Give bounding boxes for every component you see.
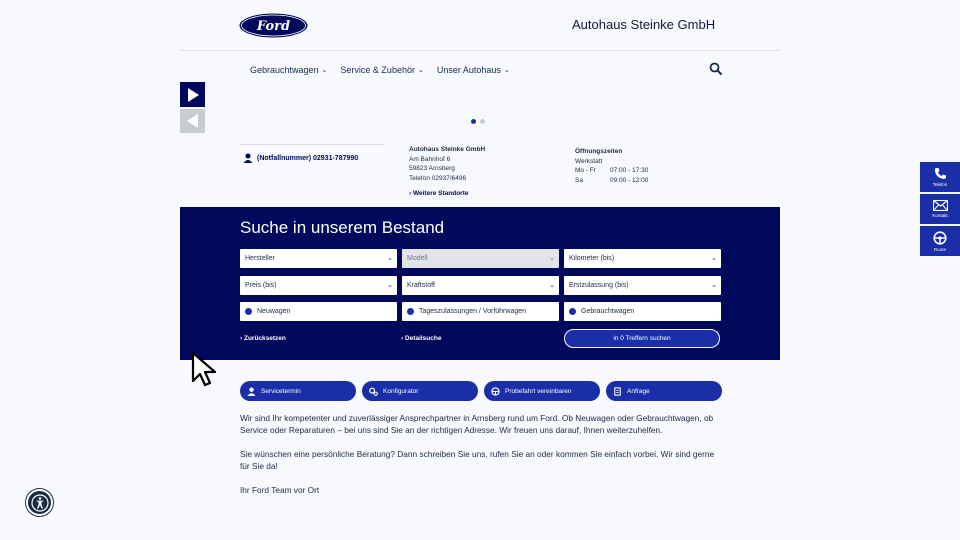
chevron-down-icon: ⌄ — [503, 67, 510, 74]
select-modell[interactable] — [402, 249, 559, 268]
steering-wheel-icon — [933, 231, 947, 245]
nav-item-autohaus[interactable] — [437, 65, 510, 75]
nav-item-label: Gebrauchtwagen — [250, 65, 319, 75]
person-icon — [243, 153, 253, 163]
sidebar-item-route[interactable] — [920, 226, 960, 256]
hours-department: Werkstatt — [575, 157, 603, 165]
anfrage-button[interactable] — [606, 381, 722, 401]
accessibility-icon — [31, 494, 49, 512]
address-name: Autohaus Steinke GmbH — [409, 146, 486, 153]
chevron-down-icon: ⌄ — [321, 67, 328, 74]
intro-text — [240, 412, 720, 508]
hours-time: 07:00 - 17:30 — [610, 167, 649, 174]
radio-label: Neuwagen — [257, 308, 291, 315]
steering-wheel-icon — [491, 387, 500, 396]
select-hersteller[interactable] — [240, 249, 397, 268]
sidebar-item-label: Kontakt — [932, 213, 948, 218]
back-icon — [187, 114, 199, 128]
chevron-right-icon: › — [240, 335, 243, 342]
probefahrt-button[interactable] — [484, 381, 600, 401]
address-street: Am Bahnhof 6 — [409, 155, 451, 163]
person-icon — [247, 387, 256, 396]
emergency-contact[interactable] — [243, 153, 358, 163]
select-erstzulassung[interactable] — [564, 276, 721, 295]
radio-label: Tageszulassungen / Vorführwagen — [419, 308, 527, 315]
radio-label: Gebrauchtwagen — [581, 308, 635, 315]
search-title: Suche in unserem Bestand — [240, 218, 445, 237]
select-label: Hersteller — [245, 255, 275, 262]
address-city: 59823 Arnsberg — [409, 165, 455, 172]
slider-next-button[interactable] — [180, 82, 205, 107]
chevron-down-icon: ⌄ — [549, 282, 555, 289]
emergency-number: (Notfallnummer) 02931-787990 — [257, 154, 359, 162]
radio-gebrauchtwagen[interactable] — [564, 302, 721, 321]
chevron-down-icon: ⌄ — [711, 255, 717, 262]
hours-days: Mo - Fr — [575, 167, 596, 174]
phone-icon — [934, 167, 947, 180]
more-locations-label: Weitere Standorte — [412, 190, 469, 197]
play-icon — [187, 88, 199, 102]
nav-item-label: Unser Autohaus — [436, 65, 501, 75]
sidebar-item-label: Telefon — [932, 182, 948, 187]
nav-item-gebrauchtwagen[interactable] — [250, 65, 327, 75]
konfigurator-button[interactable] — [362, 381, 478, 401]
intro-paragraph: Sie wünschen eine persönliche Beratung? Dann schreiben Sie uns, rufen Sie an oder kommen Sie einfach vorbei. Wir sind gerne für Sie da! — [240, 449, 715, 471]
hours-row — [575, 176, 648, 186]
select-label: Preis (bis) — [245, 282, 277, 289]
hours-days: Sa — [575, 176, 583, 184]
more-locations-link[interactable] — [409, 190, 469, 197]
ford-logo[interactable] — [238, 12, 309, 39]
chevron-down-icon: ⌄ — [417, 67, 424, 74]
action-label: Konfigurator — [383, 387, 419, 395]
sidebar-item-kontakt[interactable] — [920, 194, 960, 224]
select-label: Kraftstoff — [407, 282, 435, 289]
action-label: Anfrage — [627, 387, 650, 395]
chevron-down-icon: ⌄ — [387, 282, 393, 289]
sidebar-item-telefon[interactable] — [920, 162, 960, 192]
chevron-right-icon: › — [409, 190, 412, 197]
dealer-title: Autohaus Steinke GmbH — [572, 17, 716, 32]
select-kraftstoff[interactable] — [402, 276, 559, 295]
slider-dots — [471, 119, 485, 124]
info-divider — [240, 144, 384, 145]
chevron-down-icon: ⌄ — [549, 255, 555, 262]
slider-prev-button[interactable] — [180, 109, 205, 133]
search-panel — [180, 207, 780, 360]
main-nav — [250, 65, 510, 75]
intro-signature: Ihr Ford Team vor Ort — [240, 485, 320, 495]
radio-indicator — [245, 308, 252, 315]
opening-hours — [575, 147, 648, 185]
reset-link[interactable] — [240, 335, 286, 342]
intro-paragraph: Wir sind Ihr kompetenter und zuverlässiger Ansprechpartner in Arnsberg rund um Ford. Ob Neuwagen oder Gebrauchtwagen, ob Service oder Reparaturen – bei uns sind Sie an der richtigen Adresse. Wir freuen uns darauf, Ihnen weiterzuhelfen. — [240, 413, 714, 435]
chevron-down-icon: ⌄ — [711, 282, 717, 289]
slider-dot[interactable] — [480, 119, 485, 124]
contact-sidebar — [920, 162, 960, 258]
select-preis[interactable] — [240, 276, 397, 295]
mail-icon — [933, 200, 948, 211]
select-label: Erstzulassung (bis) — [569, 282, 629, 289]
reset-label: Zurücksetzen — [243, 335, 286, 342]
select-kilometer[interactable] — [564, 249, 721, 268]
radio-tageszulassungen[interactable] — [402, 302, 559, 321]
hours-time: 09:00 - 12:00 — [610, 176, 649, 184]
hours-row — [575, 166, 648, 176]
radio-indicator — [407, 308, 414, 315]
radio-indicator — [569, 308, 576, 315]
action-buttons — [240, 381, 722, 401]
dealer-address — [409, 145, 485, 183]
chevron-right-icon: › — [401, 335, 404, 342]
hours-title: Öffnungszeiten — [575, 148, 623, 155]
header-divider — [180, 50, 780, 51]
nav-item-label: Service & Zubehör — [340, 65, 415, 75]
radio-neuwagen[interactable] — [240, 302, 397, 321]
select-label: Kilometer (bis) — [569, 255, 615, 262]
sidebar-item-label: Route — [933, 246, 946, 252]
gears-icon — [369, 387, 378, 396]
detail-search-label: Detailsuche — [404, 335, 442, 342]
document-icon — [613, 387, 622, 396]
action-label: Probefahrt vereinbaren — [505, 387, 572, 395]
ford-logo-text: Ford — [256, 19, 291, 34]
select-label: Modell — [407, 255, 428, 262]
servicetermin-button[interactable] — [240, 381, 356, 401]
nav-item-service[interactable] — [340, 65, 423, 75]
search-submit-button[interactable]: in 0 Treffern suchen — [564, 329, 720, 348]
mouse-cursor-icon — [191, 351, 221, 387]
search-icon[interactable] — [709, 62, 723, 76]
action-label: Servicetermin — [261, 387, 301, 395]
slider-dot-active[interactable] — [471, 119, 476, 124]
address-phone[interactable]: Telefon 02937/6496 — [409, 174, 467, 182]
detail-search-link[interactable] — [401, 335, 441, 342]
accessibility-button[interactable] — [26, 489, 53, 516]
chevron-down-icon: ⌄ — [387, 255, 393, 262]
